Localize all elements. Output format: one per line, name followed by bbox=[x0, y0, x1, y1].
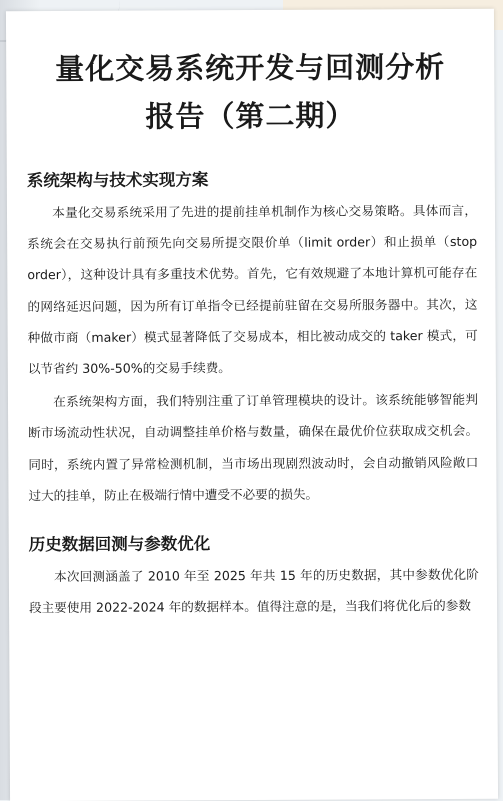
paragraph: 本量化交易系统采用了先进的提前挂单机制作为核心交易策略。具体而言，系统会在交易执行前预先向交易所提交限价单（limit order）和止损单（stop order），这种设计具有多重技术优势。首先，它有效规避了本地计算机可能存在的网络延迟问题，因为所有订单指令已经提前驻留在交易所服务器中。其次，这种做市商（maker）模式显著降低了交易成本，相比被动成交的 taker 模式，可以节省约 30%-50%的交易手续费。 bbox=[27, 202, 478, 377]
paragraph: 在系统架构方面，我们特别注重了订单管理模块的设计。该系统能够智能判断市场流动性状况，自动调整挂单价格与数量，确保在最优价位获取成交机会。同时，系统内置了异常检测机制，当市场出现剧烈波动时，会自动撤销风险敞口过大的挂单，防止在极端行情中遭受不必要的损失。 bbox=[28, 392, 479, 503]
section-heading-architecture: 系统架构与技术实现方案 bbox=[26, 170, 209, 191]
title-line-2: 报告（第二期） bbox=[145, 98, 356, 134]
document-title bbox=[26, 43, 474, 141]
document-page bbox=[6, 9, 498, 801]
paragraph: 本次回测涵盖了 2010 年至 2025 年共 15 年的历史数据，其中参数优化阶段主要使用 2022-2024 年的数据样本。值得注意的是，当我们将优化后的参数 bbox=[29, 566, 479, 616]
section-heading-backtest: 历史数据回测与参数优化 bbox=[28, 534, 211, 555]
title-line-1: 量化交易系统开发与回测分析 bbox=[55, 49, 446, 87]
